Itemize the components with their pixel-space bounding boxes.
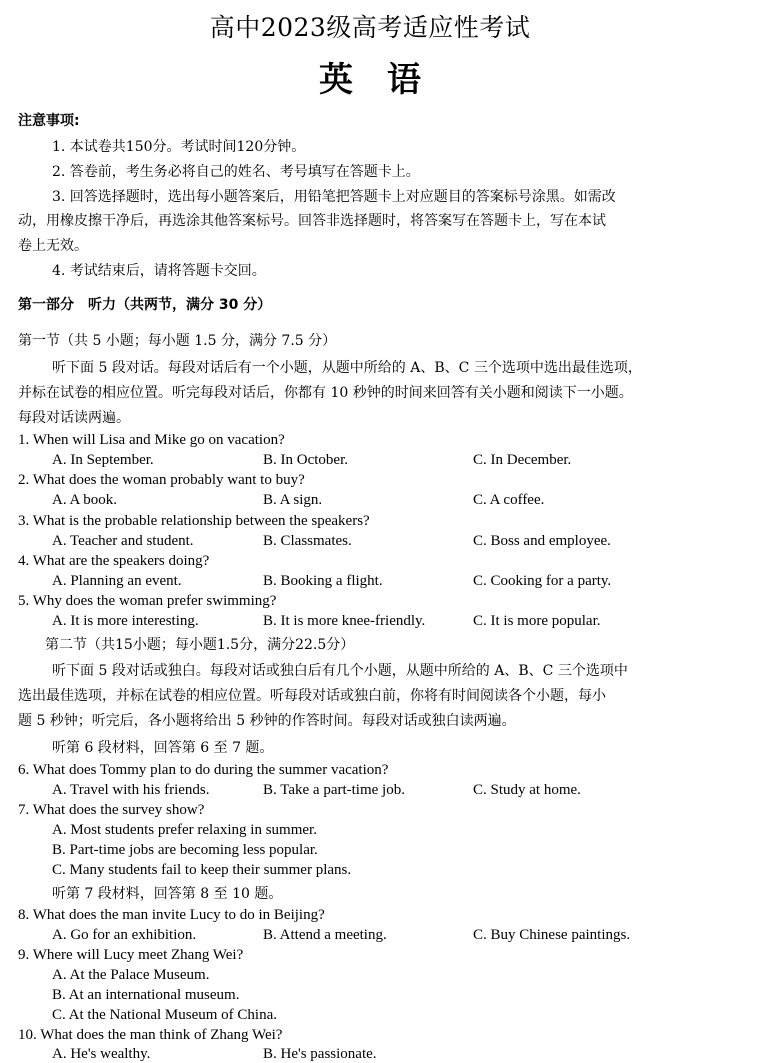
section2-heading: 第二节（共15小题；每小题1.5分，满分22.5分） — [45, 637, 355, 653]
q5-option-b: B. It is more knee-friendly. — [263, 613, 426, 629]
q9-option-a: A. At the Palace Museum. — [52, 967, 210, 983]
q2-option-c: C. A coffee. — [473, 492, 545, 508]
q4-option-c: C. Cooking for a party. — [473, 573, 612, 589]
section1-instruction-1: 听下面 5 段对话。每段对话后有一个小题，从题中所给的 A、B、C 三个选项中选出最佳选项， — [52, 360, 642, 376]
material-6-note: 听第 6 段材料，回答第 6 至 7 题。 — [52, 740, 274, 756]
question-6: 6. What does Tommy plan to do during the summer vacation? — [18, 762, 389, 778]
q3-option-a: A. Teacher and student. — [52, 533, 194, 549]
q1-option-c: C. In December. — [473, 452, 572, 468]
q1-option-a: A. In September. — [52, 452, 154, 468]
question-9: 9. Where will Lucy meet Zhang Wei? — [18, 947, 244, 963]
subject-title: 英 语 — [319, 60, 421, 100]
q5-option-a: A. It is more interesting. — [52, 613, 199, 629]
q8-option-b: B. Attend a meeting. — [263, 927, 387, 943]
q8-option-c: C. Buy Chinese paintings. — [473, 927, 631, 943]
section1-instruction-3: 每段对话读两遍。 — [18, 410, 130, 426]
question-7: 7. What does the survey show? — [18, 802, 205, 818]
section2-instruction-2: 选出最佳选项，并标在试卷的相应位置。听每段对话或独白前，你将有时间阅读各个小题，每小 — [18, 688, 606, 704]
q10-option-b: B. He's passionate. — [263, 1046, 377, 1062]
notice-item-3-line-2: 动，用橡皮擦干净后，再选涂其他答案标号。回答非选择题时，将答案写在答题卡上，写在本试 — [18, 213, 606, 229]
q6-option-b: B. Take a part-time job. — [263, 782, 405, 798]
q1-option-b: B. In October. — [263, 452, 348, 468]
question-2: 2. What does the woman probably want to buy? — [18, 472, 305, 488]
q3-option-b: B. Classmates. — [263, 533, 352, 549]
q7-option-a: A. Most students prefer relaxing in summer. — [52, 822, 317, 838]
q10-option-a: A. He's wealthy. — [52, 1046, 151, 1062]
section2-instruction-1: 听下面 5 段对话或独白。每段对话或独白后有几个小题，从题中所给的 A、B、C 三个选项中 — [52, 663, 628, 679]
section1-instruction-2: 并标在试卷的相应位置。听完每段对话后，你都有 10 秒钟的时间来回答有关小题和阅读下一小题。 — [18, 385, 633, 401]
notice-item-3-line-3: 卷上无效。 — [18, 238, 88, 254]
q2-option-b: B. A sign. — [263, 492, 323, 508]
part1-heading: 第一部分 听力（共两节，满分 30 分） — [18, 297, 272, 313]
notice-item-2: 2. 答卷前，考生务必将自己的姓名、考号填写在答题卡上。 — [52, 164, 420, 180]
q6-option-a: A. Travel with his friends. — [52, 782, 210, 798]
q5-option-c: C. It is more popular. — [473, 613, 601, 629]
q8-option-a: A. Go for an exhibition. — [52, 927, 197, 943]
question-10: 10. What does the man think of Zhang Wei? — [18, 1027, 283, 1043]
q6-option-c: C. Study at home. — [473, 782, 581, 798]
exam-title: 高中2023级高考适应性考试 — [209, 13, 531, 42]
notice-item-3-line-1: 3. 回答选择题时，选出每小题答案后，用铅笔把答题卡上对应题目的答案标号涂黑。如需改 — [52, 189, 616, 205]
q9-option-b: B. At an international museum. — [52, 987, 240, 1003]
question-1: 1. When will Lisa and Mike go on vacation? — [18, 432, 285, 448]
section1-heading: 第一节（共 5 小题；每小题 1.5 分，满分 7.5 分） — [18, 333, 337, 349]
q3-option-c: C. Boss and employee. — [473, 533, 611, 549]
question-3: 3. What is the probable relationship between the speakers? — [18, 513, 370, 529]
q7-option-c: C. Many students fail to keep their summer plans. — [52, 862, 352, 878]
question-5: 5. Why does the woman prefer swimming? — [18, 593, 277, 609]
q9-option-c: C. At the National Museum of China. — [52, 1007, 277, 1023]
material-7-note: 听第 7 段材料，回答第 8 至 10 题。 — [52, 886, 283, 902]
question-8: 8. What does the man invite Lucy to do in Beijing? — [18, 907, 325, 923]
q7-option-b: B. Part-time jobs are becoming less popular. — [52, 842, 318, 858]
question-4: 4. What are the speakers doing? — [18, 553, 210, 569]
notice-item-4: 4. 考试结束后，请将答题卡交回。 — [52, 263, 266, 279]
q4-option-a: A. Planning an event. — [52, 573, 182, 589]
q4-option-b: B. Booking a flight. — [263, 573, 383, 589]
section2-instruction-3: 题 5 秒钟；听完后，各小题将给出 5 秒钟的作答时间。每段对话或独白读两遍。 — [18, 713, 516, 729]
notice-item-1: 1. 本试卷共150分。考试时间120分钟。 — [52, 139, 306, 155]
notice-heading: 注意事项: — [18, 113, 80, 129]
q2-option-a: A. A book. — [52, 492, 118, 508]
